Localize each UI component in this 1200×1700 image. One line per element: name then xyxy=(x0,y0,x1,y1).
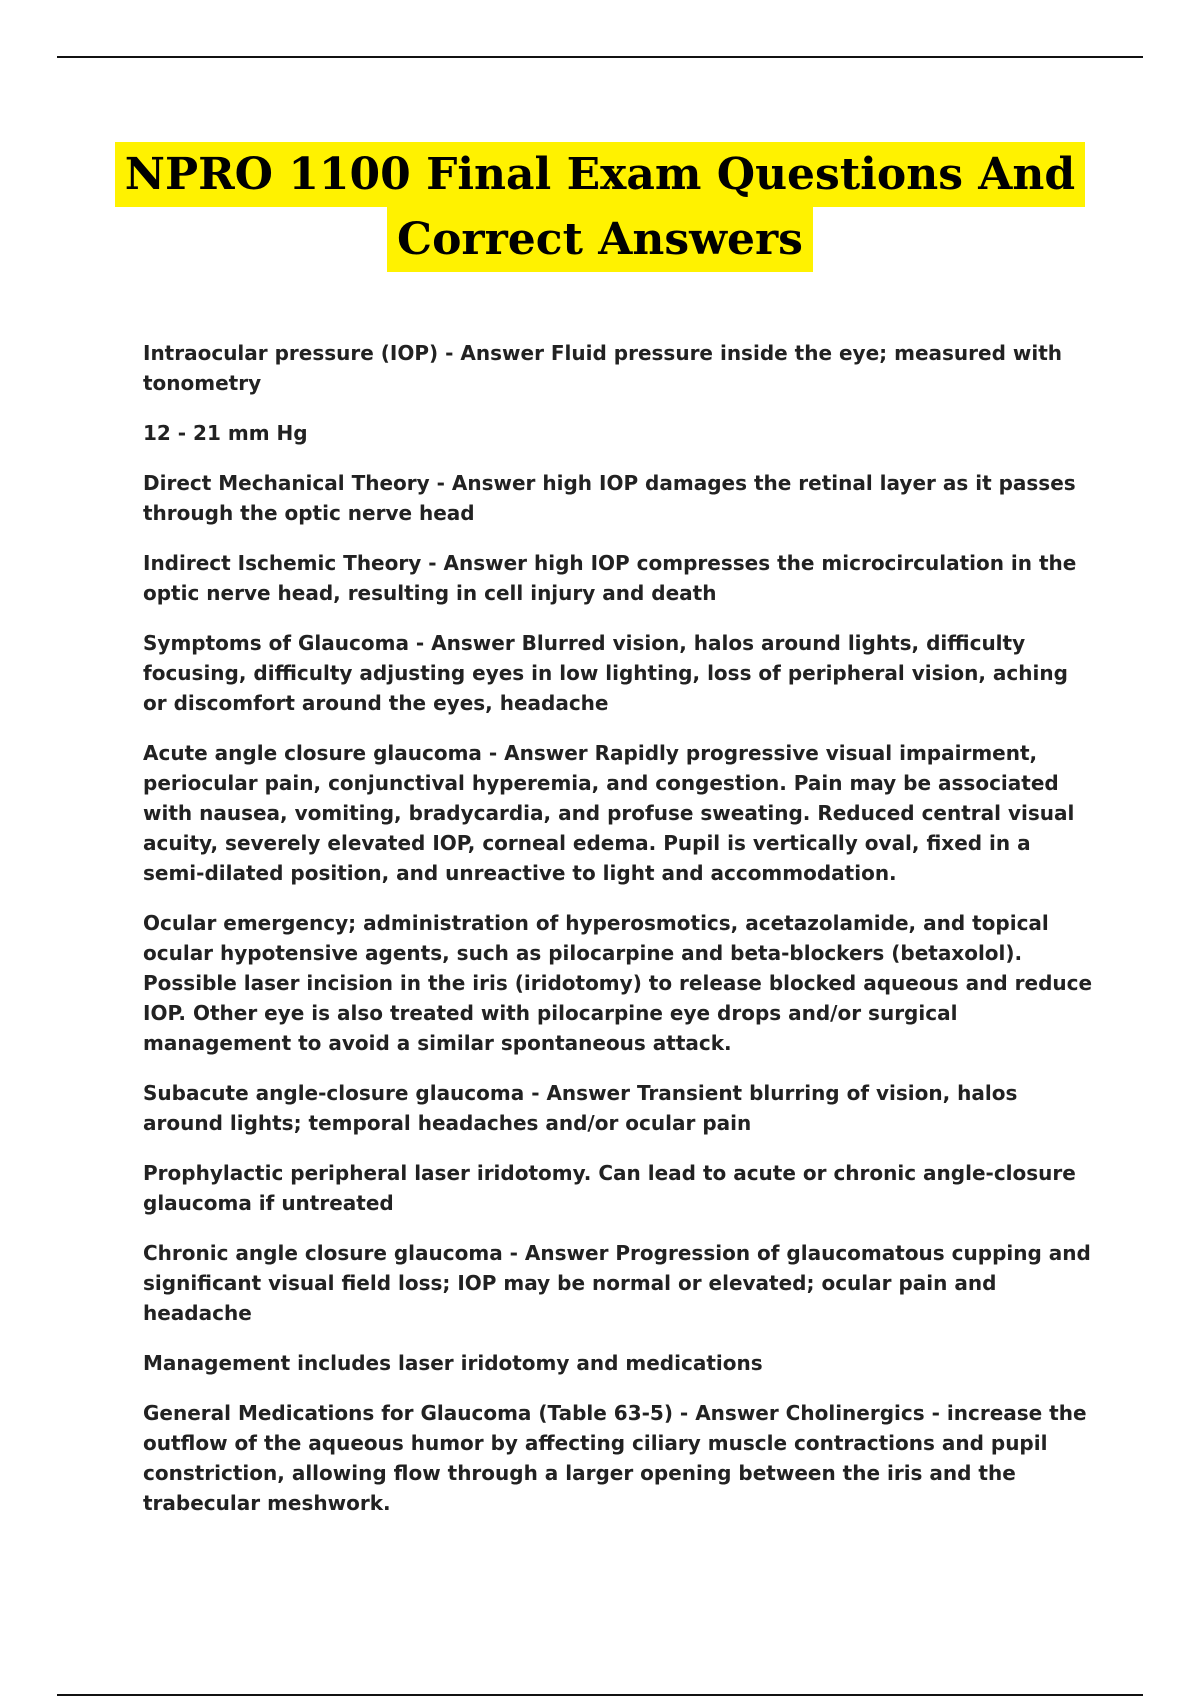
bottom-divider xyxy=(57,1694,1143,1696)
qa-entry-management: Management includes laser iridotomy and medications xyxy=(143,1351,763,1375)
qa-entry-indirect-ischemic: Indirect Ischemic Theory - Answer high IOP compresses the microcirculation in the optic nerve head, resulting in cell injury and death xyxy=(143,551,1077,605)
qa-entry-iop-range: 12 - 21 mm Hg xyxy=(143,421,308,445)
qa-entry-direct-mechanical: Direct Mechanical Theory - Answer high IOP damages the retinal layer as it passes through the optic nerve head xyxy=(143,471,1076,525)
qa-entry-subacute-angle-closure: Subacute angle-closure glaucoma - Answer Transient blurring of vision, halos around lights; temporal headaches and/or ocular pain xyxy=(143,1081,1018,1135)
qa-entry-chronic-angle-closure: Chronic angle closure glaucoma - Answer Progression of glaucomatous cupping and significant visual field loss; IOP may be normal or elevated; ocular pain and headache xyxy=(143,1241,1091,1325)
qa-entry-acute-angle-closure: Acute angle closure glaucoma - Answer Rapidly progressive visual impairment, periocular pain, conjunctival hyperemia, and congestion. Pain may be associated with nausea, vomiting, bradycardia, and profuse sweating. Reduced central visual acuity, severely elevated IOP, corneal edema. Pupil is vertically oval, fixed in a semi-dilated position, and unreactive to light and accommodation. xyxy=(143,741,1075,885)
qa-entry-ocular-emergency: Ocular emergency; administration of hyperosmotics, acetazolamide, and topical ocular hypotensive agents, such as pilocarpine and beta-blockers (betaxolol). Possible laser incision in the iris (iridotomy) to release blocked aqueous and reduce IOP. Other eye is also treated with pilocarpine eye drops and/or surgical management to avoid a similar spontaneous attack. xyxy=(143,911,1093,1055)
qa-list xyxy=(143,338,1093,1538)
qa-entry-iop: Intraocular pressure (IOP) - Answer Fluid pressure inside the eye; measured with tonometry xyxy=(143,341,1062,395)
qa-entry-prophylactic-iridotomy: Prophylactic peripheral laser iridotomy. Can lead to acute or chronic angle-closure glaucoma if untreated xyxy=(143,1161,1076,1215)
title-line-2: Correct Answers xyxy=(387,207,813,272)
top-divider xyxy=(57,56,1143,58)
title-line-1: NPRO 1100 Final Exam Questions And xyxy=(115,142,1085,207)
document-title xyxy=(100,142,1100,272)
qa-entry-symptoms: Symptoms of Glaucoma - Answer Blurred vision, halos around lights, difficulty focusing, difficulty adjusting eyes in low lighting, loss of peripheral vision, aching or discomfort around the eyes, headache xyxy=(143,631,1068,715)
qa-entry-general-medications: General Medications for Glaucoma (Table 63-5) - Answer Cholinergics - increase the outflow of the aqueous humor by affecting ciliary muscle contractions and pupil constriction, allowing flow through a larger opening between the iris and the trabecular meshwork. xyxy=(143,1401,1087,1515)
